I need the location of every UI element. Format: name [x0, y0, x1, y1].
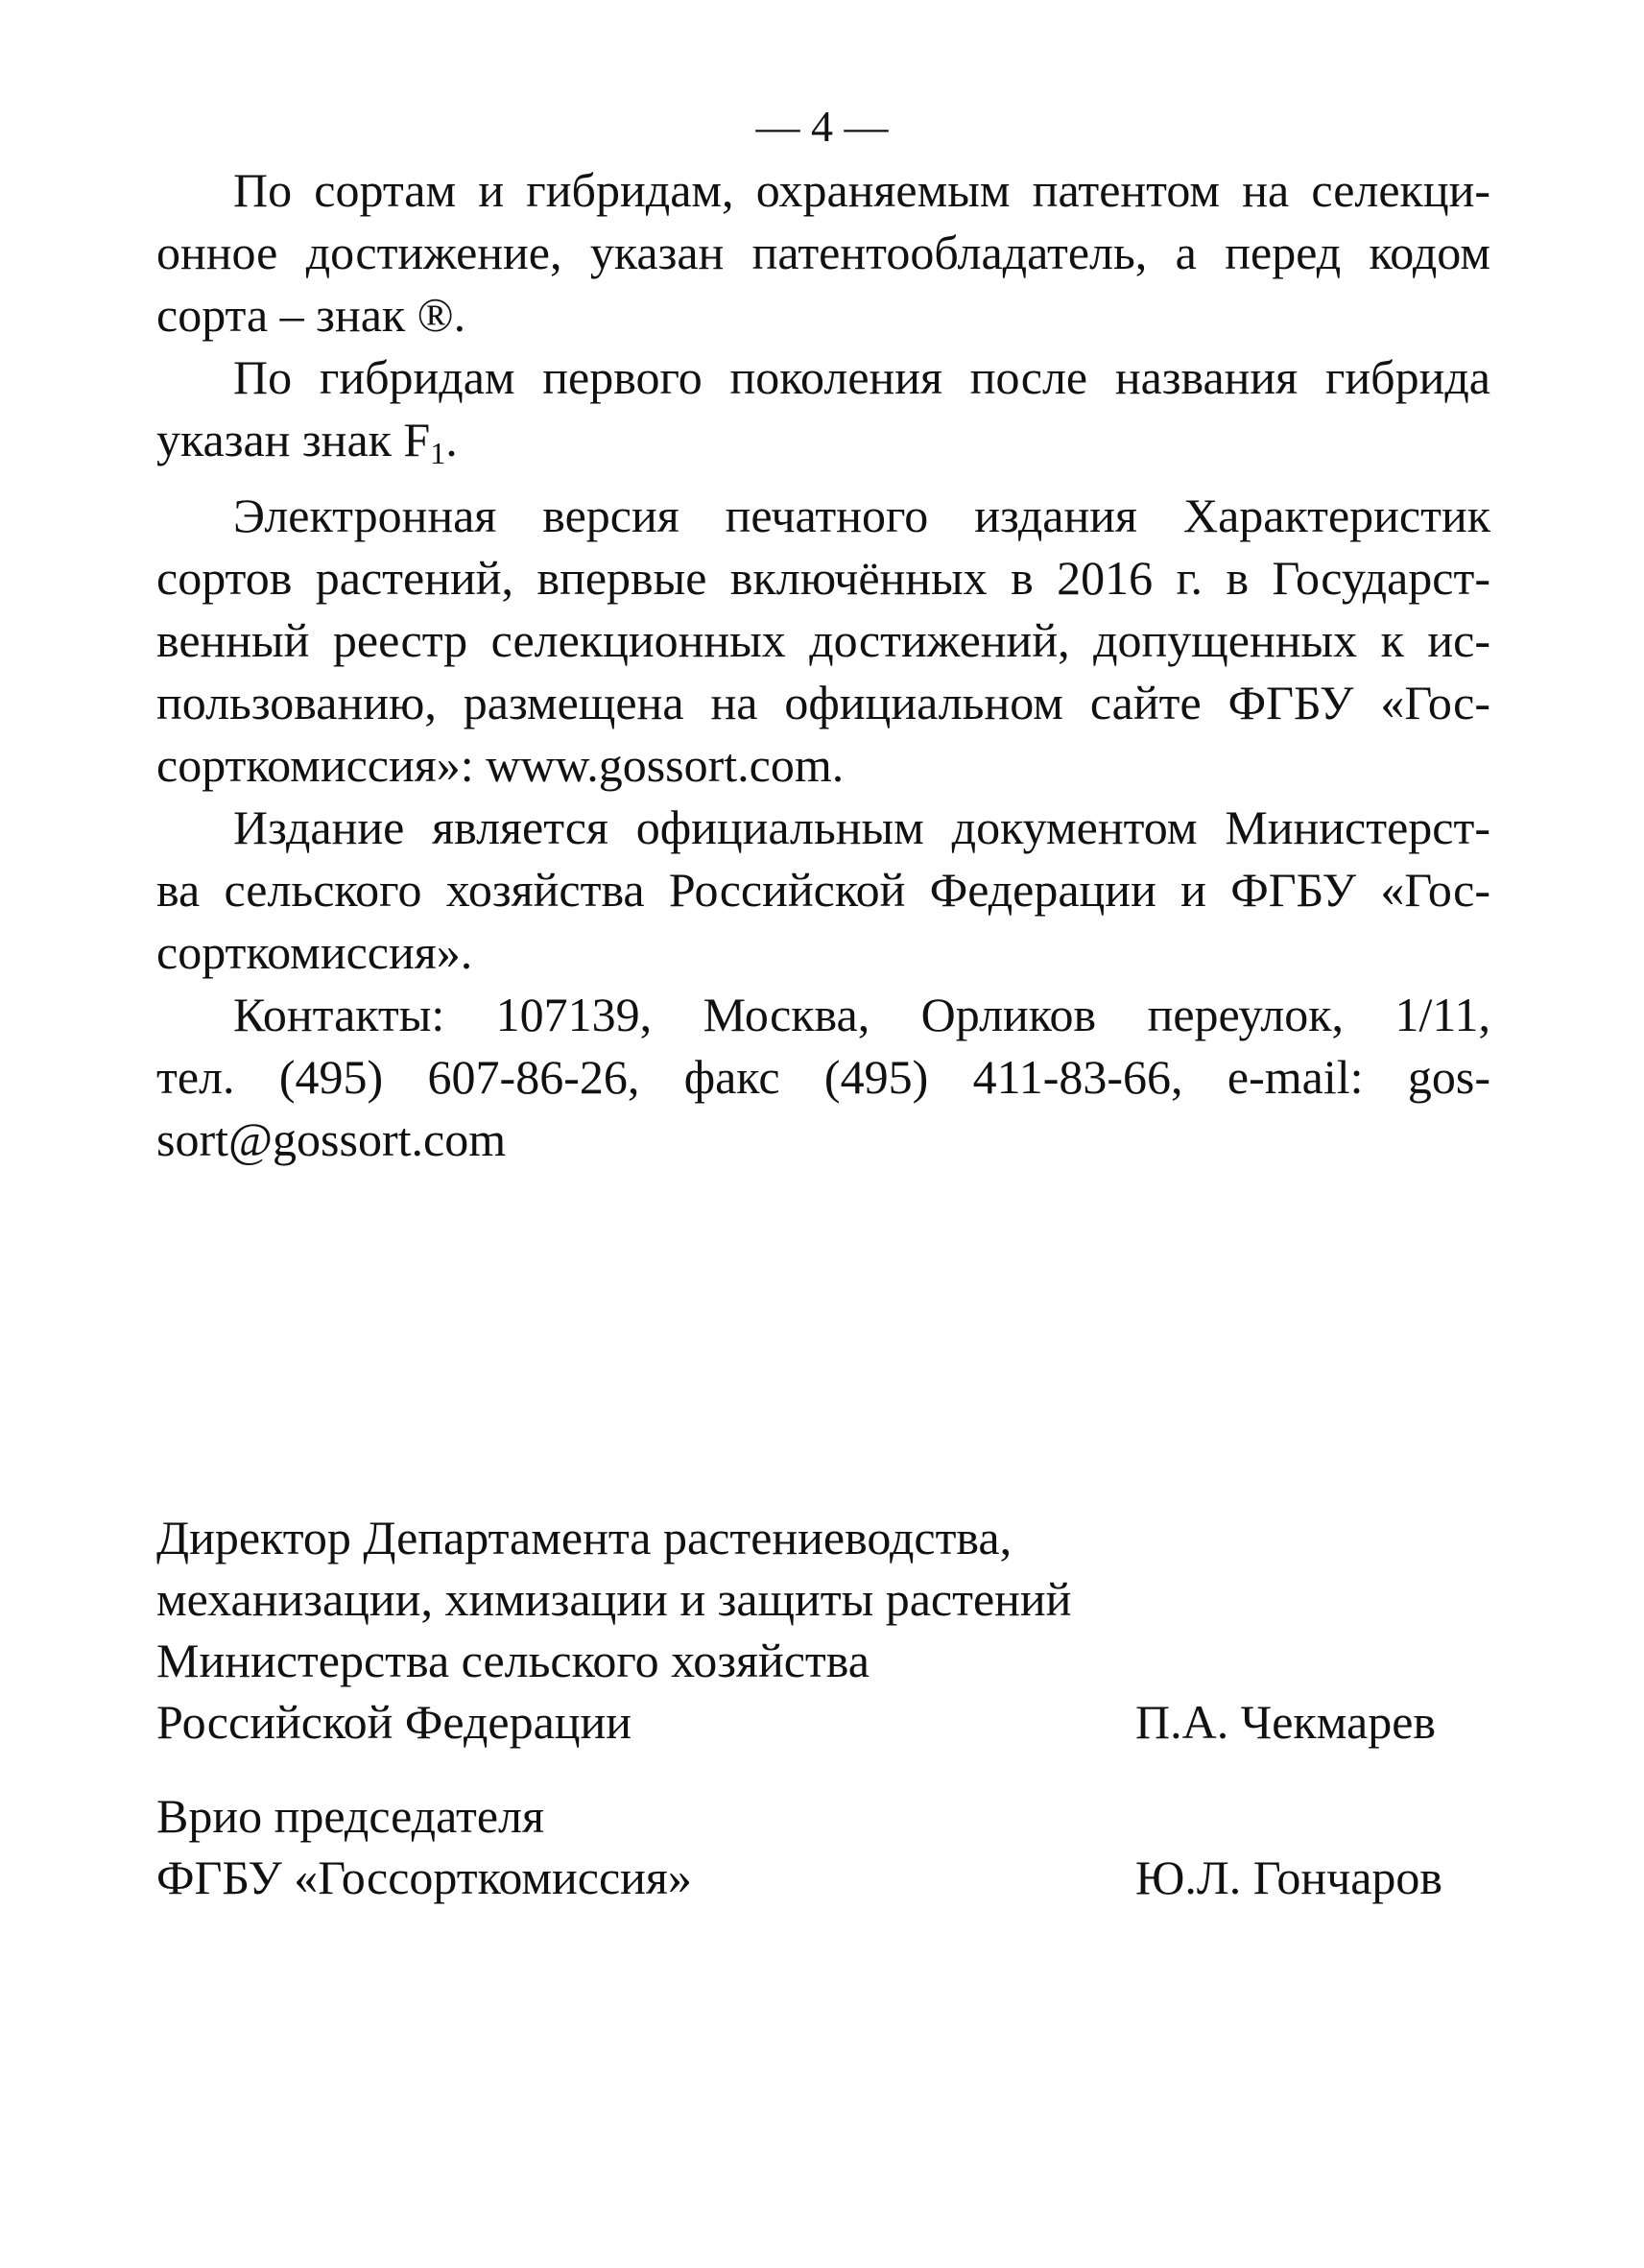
text-fragment: .	[445, 413, 458, 466]
paragraph-patents	[156, 159, 1490, 346]
text-line: Электронная версия печатного издания Характеристик	[233, 489, 1490, 542]
text-line: Издание является официальным документом Министерст-	[233, 800, 1490, 854]
paragraph-hybrids	[156, 346, 1490, 485]
paragraph-official-document	[156, 797, 1490, 984]
text-line: Контакты: 107139, Москва, Орликов переулок, 1/11,	[233, 988, 1490, 1041]
signer-title-text: ФГБУ «Госсорткомиссия»	[156, 1850, 692, 1904]
signature-block-chairman	[156, 1785, 1490, 1908]
text-line: онное достижение, указан патентообладатель, а перед кодом	[156, 226, 1490, 279]
text-line: По сортам и гибридам, охраняемым патентом на селекци-	[233, 163, 1490, 217]
signer-name: Ю.Л. Гончаров	[1135, 1850, 1443, 1904]
text-line: сорткомиссия».	[156, 925, 473, 979]
signer-title-line	[156, 1691, 1490, 1753]
document-body	[156, 159, 1490, 1171]
text-line: По гибридам первого поколения после названия гибрида	[233, 350, 1490, 404]
text-line: ва сельского хозяйства Российской Федерации и ФГБУ «Гос-	[156, 863, 1490, 917]
signer-title-line: Министерства сельского хозяйства	[156, 1634, 870, 1687]
text-line: пользованию, размещена на официальном сайте ФГБУ «Гос-	[156, 676, 1490, 729]
text-line: сорта – знак ®.	[156, 288, 466, 342]
page-number: — 4 —	[755, 102, 889, 151]
paragraph-electronic-version	[156, 485, 1490, 797]
signer-title-line: Директор Департамента растениеводства,	[156, 1511, 1013, 1564]
text-line: тел. (495) 607-86-26, факс (495) 411-83-66, e-mail: gos-	[156, 1050, 1490, 1104]
signer-title-text: Российской Федерации	[156, 1695, 632, 1749]
signer-title-line	[156, 1847, 1490, 1908]
subscript: 1	[430, 436, 446, 470]
signer-title-line: Врио председателя	[156, 1789, 545, 1843]
text-line: венный реестр селекционных достижений, допущенных к ис-	[156, 613, 1490, 667]
paragraph-contacts	[156, 984, 1490, 1171]
signer-title-line: механизации, химизации и защиты растений	[156, 1572, 1072, 1626]
signature-block-director	[156, 1507, 1490, 1753]
text-line: sort@gossort.com	[156, 1112, 507, 1166]
text-line	[156, 409, 1490, 485]
text-fragment: указан знак F	[156, 413, 431, 466]
text-line: сортов растений, впервые включённых в 2016 г. в Государст-	[156, 551, 1490, 605]
signer-name: П.А. Чекмарев	[1135, 1695, 1436, 1749]
text-line: сорткомиссия»: www.gossort.com.	[156, 738, 845, 792]
